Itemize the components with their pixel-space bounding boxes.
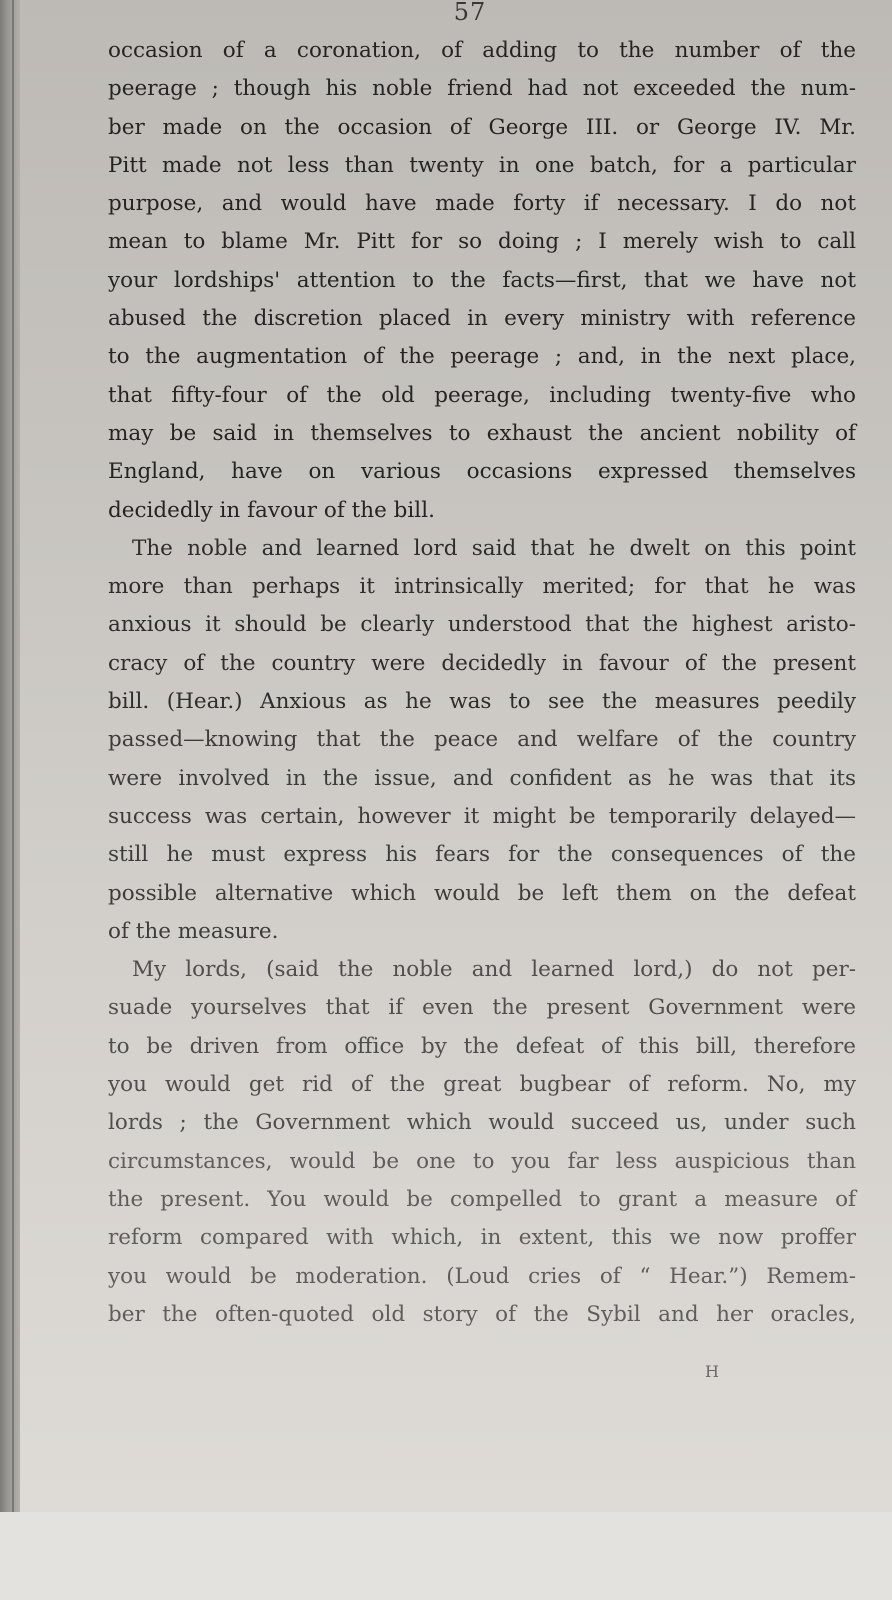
text-line: possible alternative which would be left them on the defeat (108, 880, 856, 906)
text-line: still he must express his fears for the consequences of the (108, 842, 856, 868)
text-line: anxious it should be clearly understood that the highest aristo- (108, 612, 856, 638)
text-line: your lordships' attention to the facts—first, that we have not (108, 267, 856, 293)
body-text (108, 32, 856, 1334)
text-line: success was certain, however it might be temporarily delayed— (108, 803, 856, 829)
text-line: the present. You would be compelled to grant a measure of (108, 1186, 856, 1212)
text-line: ber the often-quoted old story of the Sybil and her oracles, (108, 1301, 856, 1327)
page-number: 57 (453, 0, 487, 26)
text-line: Pitt made not less than twenty in one batch, for a particular (108, 152, 856, 178)
text-line: circumstances, would be one to you far less auspicious than (108, 1148, 856, 1174)
text-line: you would be moderation. (Loud cries of “ Hear.”) Remem- (108, 1263, 856, 1289)
text-line: peerage ; though his noble friend had not exceeded the num- (108, 76, 856, 102)
paragraph-start: My lords, (said the noble and learned lord,) do not per- (132, 957, 856, 983)
text-line: bill. (Hear.) Anxious as he was to see the measures peedily (108, 689, 856, 715)
paragraph-start: The noble and learned lord said that he dwelt on this point (132, 535, 856, 561)
spine-edge (12, 0, 14, 1512)
page-bottom-margin (0, 1512, 892, 1600)
text-line: abused the discretion placed in every ministry with reference (108, 306, 856, 332)
text-line: were involved in the issue, and confident as he was that its (108, 765, 856, 791)
text-line: reform compared with which, in extent, this we now proffer (108, 1225, 856, 1251)
text-line: ber made on the occasion of George III. or George IV. Mr. (108, 114, 856, 140)
text-line: of the measure. (108, 918, 279, 944)
text-line: purpose, and would have made forty if necessary. I do not (108, 191, 856, 217)
text-line: suade yourselves that if even the present Government were (108, 995, 856, 1021)
text-line: mean to blame Mr. Pitt for so doing ; I merely wish to call (108, 229, 856, 255)
text-line: to be driven from office by the defeat of this bill, therefore (108, 1033, 856, 1059)
text-line: more than perhaps it intrinsically merited; for that he was (108, 574, 856, 600)
text-line: England, have on various occasions expressed themselves (108, 459, 856, 485)
text-line: that fifty-four of the old peerage, including twenty-five who (108, 382, 856, 408)
text-line: you would get rid of the great bugbear of reform. No, my (108, 1072, 856, 1098)
text-line: may be said in themselves to exhaust the ancient nobility of (108, 420, 856, 446)
text-line: to the augmentation of the peerage ; and, in the next place, (108, 344, 856, 370)
text-line: cracy of the country were decidedly in favour of the present (108, 650, 856, 676)
text-line: passed—knowing that the peace and welfare of the country (108, 727, 856, 753)
book-spine (0, 0, 20, 1512)
text-line: decidedly in favour of the bill. (108, 497, 435, 523)
text-line: lords ; the Government which would succeed us, under such (108, 1110, 856, 1136)
text-line: occasion of a coronation, of adding to the number of the (108, 38, 856, 63)
signature-mark: H (705, 1362, 719, 1381)
